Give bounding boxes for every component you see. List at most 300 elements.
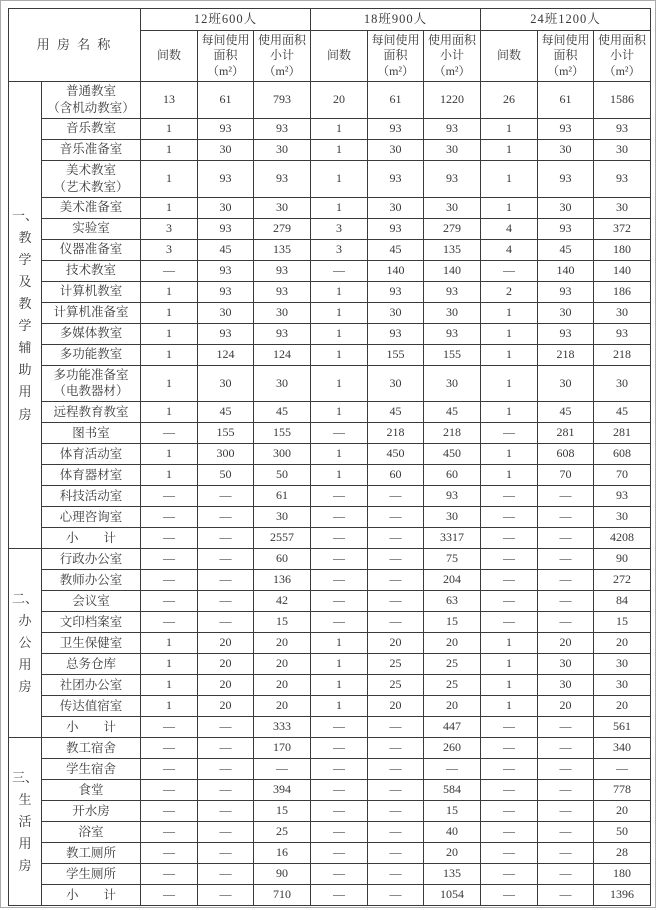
table-header (9, 9, 651, 82)
value-cell: 1 (481, 302, 538, 323)
value-cell: 3 (141, 218, 198, 239)
value-cell: — (481, 423, 538, 444)
room-name-cell (42, 218, 141, 239)
value-cell: — (311, 260, 368, 281)
section-label-line: 房 (18, 679, 32, 695)
value-cell: — (368, 801, 424, 822)
room-name-line: 音乐准备室 (59, 142, 123, 157)
value-cell: — (368, 570, 424, 591)
value-cell: — (481, 570, 538, 591)
value-cell: 28 (594, 843, 651, 864)
value-cell: 1 (311, 365, 368, 402)
value-cell: 1 (481, 675, 538, 696)
value-cell: 63 (424, 591, 481, 612)
table-row (9, 843, 651, 864)
value-cell: — (198, 759, 254, 780)
value-cell: 93 (198, 260, 254, 281)
value-cell: 1 (311, 118, 368, 139)
table-row (9, 612, 651, 633)
value-cell: — (481, 591, 538, 612)
value-cell: 30 (594, 675, 651, 696)
room-name-cell (42, 423, 141, 444)
subcolumn-header-line: 每间使用 (201, 32, 250, 47)
value-cell: — (368, 486, 424, 507)
room-name-cell (42, 591, 141, 612)
room-name-line: （含机动教室） (47, 100, 135, 115)
section-label-line: 三、 (11, 769, 38, 785)
value-cell: — (311, 570, 368, 591)
value-cell: 50 (198, 465, 254, 486)
table-row (9, 801, 651, 822)
value-cell: 93 (368, 281, 424, 302)
value-cell: — (198, 612, 254, 633)
value-cell: 30 (424, 507, 481, 528)
value-cell: — (368, 864, 424, 885)
room-name-cell (42, 465, 141, 486)
value-cell: 30 (594, 302, 651, 323)
room-name-cell (42, 281, 141, 302)
room-name-line: 教工厕所 (66, 845, 117, 860)
value-cell: 45 (538, 402, 594, 423)
table-row (9, 486, 651, 507)
value-cell: — (311, 738, 368, 759)
value-cell: — (311, 885, 368, 906)
value-cell: 155 (254, 423, 311, 444)
value-cell: 93 (368, 323, 424, 344)
subcolumn-header-line: 间数 (157, 48, 182, 63)
value-cell: — (481, 260, 538, 281)
subcolumn-header-cell (424, 31, 481, 82)
value-cell: 608 (594, 444, 651, 465)
value-cell: — (141, 780, 198, 801)
room-name-line: 多功能教室 (59, 347, 123, 362)
value-cell: — (141, 549, 198, 570)
table-row (9, 885, 651, 906)
subcolumn-header-line: （m²） (207, 63, 244, 78)
value-cell: — (481, 822, 538, 843)
value-cell: 60 (424, 465, 481, 486)
table-row (9, 160, 651, 197)
value-cell: 30 (198, 302, 254, 323)
value-cell: — (538, 738, 594, 759)
value-cell: 26 (481, 82, 538, 119)
value-cell: 30 (594, 365, 651, 402)
section-label-line: 教 (18, 296, 32, 312)
table-row (9, 507, 651, 528)
value-cell: — (368, 507, 424, 528)
room-name-cell (42, 344, 141, 365)
value-cell: 204 (424, 570, 481, 591)
value-cell: 93 (254, 118, 311, 139)
room-name-cell (42, 822, 141, 843)
room-name-cell (42, 486, 141, 507)
value-cell: — (198, 801, 254, 822)
table-row (9, 197, 651, 218)
value-cell: 25 (368, 675, 424, 696)
value-cell: — (481, 801, 538, 822)
table-row (9, 675, 651, 696)
value-cell: 1 (311, 465, 368, 486)
value-cell: 30 (538, 139, 594, 160)
value-cell: — (368, 528, 424, 549)
value-cell: — (368, 780, 424, 801)
value-cell: 1 (311, 302, 368, 323)
value-cell: 372 (594, 218, 651, 239)
table-body (9, 82, 651, 906)
subcolumn-header-line: 间数 (497, 48, 522, 63)
value-cell: 1 (141, 160, 198, 197)
section-label-line: 学 (18, 318, 32, 334)
value-cell: 20 (311, 82, 368, 119)
value-cell: 30 (198, 197, 254, 218)
value-cell: 135 (424, 239, 481, 260)
value-cell: 93 (424, 281, 481, 302)
value-cell: 15 (594, 612, 651, 633)
group-header-cell: 24班1200人 (481, 9, 651, 31)
room-name-cell (42, 717, 141, 738)
value-cell: — (538, 759, 594, 780)
value-cell: 124 (198, 344, 254, 365)
value-cell: — (311, 843, 368, 864)
value-cell: 20 (594, 801, 651, 822)
value-cell: 1 (481, 365, 538, 402)
room-name-line: 音乐教室 (66, 121, 117, 136)
table-row (9, 570, 651, 591)
value-cell: 1 (141, 118, 198, 139)
value-cell: 1 (481, 197, 538, 218)
header-group-row (9, 9, 651, 31)
value-cell: 1220 (424, 82, 481, 119)
subcolumn-header-line: 使用面积 (428, 32, 477, 47)
value-cell: — (481, 549, 538, 570)
value-cell: — (481, 738, 538, 759)
value-cell: 93 (424, 486, 481, 507)
value-cell: 1 (481, 118, 538, 139)
value-cell: — (141, 570, 198, 591)
value-cell: — (594, 759, 651, 780)
value-cell: 30 (594, 139, 651, 160)
value-cell: — (424, 759, 481, 780)
value-cell: 1 (311, 402, 368, 423)
room-name-cell (42, 759, 141, 780)
value-cell: — (368, 591, 424, 612)
value-cell: 281 (594, 423, 651, 444)
value-cell: 93 (594, 486, 651, 507)
value-cell: 30 (198, 139, 254, 160)
value-cell: — (311, 822, 368, 843)
room-name-cell (42, 654, 141, 675)
value-cell: — (198, 780, 254, 801)
room-name-cell (42, 260, 141, 281)
value-cell: 30 (254, 507, 311, 528)
value-cell: 450 (368, 444, 424, 465)
value-cell: 140 (424, 260, 481, 281)
value-cell: 30 (594, 654, 651, 675)
value-cell: 1 (311, 633, 368, 654)
value-cell: 1 (481, 160, 538, 197)
value-cell: 75 (424, 549, 481, 570)
subcolumn-header-line: 间数 (327, 48, 352, 63)
value-cell: 340 (594, 738, 651, 759)
value-cell: 93 (254, 260, 311, 281)
value-cell: 281 (538, 423, 594, 444)
room-name-line: 浴室 (78, 824, 104, 839)
value-cell: 394 (254, 780, 311, 801)
group-header-cell: 12班600人 (141, 9, 311, 31)
value-cell: 93 (538, 118, 594, 139)
value-cell: 30 (424, 365, 481, 402)
room-name-line: 学生宿舍 (66, 761, 117, 776)
subcolumn-header-cell (311, 31, 368, 82)
table-row (9, 654, 651, 675)
value-cell: 260 (424, 738, 481, 759)
value-cell: — (141, 591, 198, 612)
section-label-cell (9, 82, 42, 549)
section-label-line: 辅 (18, 340, 32, 356)
value-cell: 1 (481, 402, 538, 423)
value-cell: 1 (311, 160, 368, 197)
value-cell: 1 (141, 323, 198, 344)
value-cell: — (311, 591, 368, 612)
value-cell: 180 (594, 239, 651, 260)
corner-header-cell: 用 房 名 称 (9, 9, 141, 82)
room-name-cell (42, 696, 141, 717)
value-cell: 584 (424, 780, 481, 801)
value-cell: — (198, 507, 254, 528)
value-cell: 3 (141, 239, 198, 260)
value-cell: 93 (594, 323, 651, 344)
room-name-line: 文印档案室 (59, 614, 123, 629)
value-cell: 70 (538, 465, 594, 486)
room-name-cell (42, 118, 141, 139)
value-cell: 30 (254, 197, 311, 218)
value-cell: — (198, 864, 254, 885)
value-cell: — (538, 801, 594, 822)
value-cell: — (141, 843, 198, 864)
table-row (9, 402, 651, 423)
room-area-spec-table (8, 8, 651, 906)
value-cell: 135 (424, 864, 481, 885)
value-cell: 20 (198, 633, 254, 654)
value-cell: 218 (538, 344, 594, 365)
value-cell: — (198, 591, 254, 612)
room-name-cell (42, 864, 141, 885)
room-name-line: 小 计 (66, 530, 117, 545)
value-cell: — (481, 885, 538, 906)
value-cell: — (198, 570, 254, 591)
value-cell: 1 (481, 465, 538, 486)
value-cell: 30 (538, 654, 594, 675)
value-cell: 1 (311, 696, 368, 717)
value-cell: 218 (424, 423, 481, 444)
room-name-line: 卫生保健室 (59, 635, 123, 650)
table-row (9, 759, 651, 780)
value-cell: 4 (481, 218, 538, 239)
room-name-cell (42, 612, 141, 633)
subcolumn-header-line: （m²） (547, 63, 585, 78)
room-name-line: 教工宿舍 (66, 740, 117, 755)
value-cell: 30 (538, 365, 594, 402)
value-cell: — (538, 486, 594, 507)
room-name-line: 多媒体教室 (59, 326, 123, 341)
section-label-line: 学 (18, 251, 32, 267)
value-cell: 15 (254, 801, 311, 822)
value-cell: — (141, 260, 198, 281)
value-cell: 70 (594, 465, 651, 486)
value-cell: 15 (424, 612, 481, 633)
value-cell: — (254, 759, 311, 780)
section-label-line: 一、 (11, 207, 38, 223)
value-cell: 30 (594, 197, 651, 218)
subcolumn-header-line: （m²） (603, 63, 641, 78)
room-name-cell (42, 738, 141, 759)
value-cell: 30 (538, 675, 594, 696)
value-cell: 45 (368, 402, 424, 423)
value-cell: — (481, 843, 538, 864)
value-cell: 1 (141, 197, 198, 218)
value-cell: 155 (368, 344, 424, 365)
room-name-cell (42, 444, 141, 465)
value-cell: 25 (368, 654, 424, 675)
value-cell: 93 (424, 118, 481, 139)
value-cell: 1 (141, 344, 198, 365)
subcolumn-header-line: 面积 (383, 48, 408, 63)
value-cell: 30 (254, 365, 311, 402)
value-cell: 20 (254, 633, 311, 654)
room-name-line: 计算机准备室 (53, 305, 129, 320)
value-cell: — (481, 780, 538, 801)
table-row (9, 423, 651, 444)
value-cell: 93 (368, 118, 424, 139)
section-label-line: 用 (18, 384, 32, 400)
value-cell: — (141, 528, 198, 549)
room-name-line: 教师办公室 (59, 572, 123, 587)
value-cell: — (311, 507, 368, 528)
value-cell: 93 (424, 160, 481, 197)
room-name-cell (42, 507, 141, 528)
value-cell: 45 (198, 402, 254, 423)
value-cell: 1 (141, 654, 198, 675)
value-cell: 1 (481, 323, 538, 344)
value-cell: 1 (311, 344, 368, 365)
value-cell: — (198, 717, 254, 738)
value-cell: — (368, 549, 424, 570)
value-cell: 1 (141, 675, 198, 696)
value-cell: 25 (254, 822, 311, 843)
value-cell: — (311, 549, 368, 570)
value-cell: 279 (254, 218, 311, 239)
value-cell: 140 (368, 260, 424, 281)
section-label-line: 房 (18, 406, 32, 422)
room-name-line: 美术准备室 (59, 200, 123, 215)
table-row (9, 591, 651, 612)
value-cell: 333 (254, 717, 311, 738)
value-cell: 25 (424, 675, 481, 696)
value-cell: 16 (254, 843, 311, 864)
room-name-line: 开水房 (72, 803, 110, 818)
value-cell: 93 (538, 323, 594, 344)
section-label-line: 用 (18, 835, 32, 851)
table-row (9, 465, 651, 486)
table-row (9, 822, 651, 843)
value-cell: 140 (594, 260, 651, 281)
subcolumn-header-cell (198, 31, 254, 82)
subcolumn-header-line: （m²） (433, 63, 471, 78)
table-row (9, 696, 651, 717)
room-name-line: 远程教育教室 (53, 404, 129, 419)
value-cell: 140 (538, 260, 594, 281)
value-cell: 1 (481, 139, 538, 160)
room-name-cell (42, 885, 141, 906)
room-name-line: 体育器材室 (59, 467, 123, 482)
value-cell: — (368, 738, 424, 759)
value-cell: 42 (254, 591, 311, 612)
value-cell: 90 (254, 864, 311, 885)
value-cell: 45 (198, 239, 254, 260)
value-cell: 2557 (254, 528, 311, 549)
room-name-line: 小 计 (66, 719, 117, 734)
value-cell: 30 (368, 139, 424, 160)
value-cell: 93 (198, 118, 254, 139)
value-cell: 1054 (424, 885, 481, 906)
room-name-line: （电教器材） (53, 384, 129, 399)
table-row (9, 738, 651, 759)
value-cell: 1 (141, 633, 198, 654)
value-cell: — (198, 486, 254, 507)
table-row (9, 864, 651, 885)
room-name-line: 小 计 (66, 887, 117, 902)
value-cell: 40 (424, 822, 481, 843)
value-cell: — (198, 528, 254, 549)
room-name-cell (42, 160, 141, 197)
value-cell: 30 (254, 139, 311, 160)
value-cell: 180 (594, 864, 651, 885)
value-cell: 30 (368, 365, 424, 402)
value-cell: 61 (368, 82, 424, 119)
value-cell: 1 (481, 444, 538, 465)
subcolumn-header-cell (594, 31, 651, 82)
section-label-line: 助 (18, 362, 32, 378)
value-cell: 20 (254, 654, 311, 675)
value-cell: — (141, 801, 198, 822)
value-cell: 1 (481, 696, 538, 717)
subcolumn-header-line: （m²） (263, 63, 301, 78)
value-cell: 218 (368, 423, 424, 444)
value-cell: 30 (424, 197, 481, 218)
value-cell: — (311, 528, 368, 549)
value-cell: — (311, 801, 368, 822)
room-name-line: 多功能准备室 (53, 367, 129, 382)
value-cell: 4208 (594, 528, 651, 549)
value-cell: — (538, 528, 594, 549)
value-cell: 3 (311, 218, 368, 239)
room-name-cell (42, 570, 141, 591)
value-cell: 1 (141, 365, 198, 402)
value-cell: 20 (424, 633, 481, 654)
value-cell: 1 (141, 444, 198, 465)
value-cell: — (538, 717, 594, 738)
value-cell: 186 (594, 281, 651, 302)
subcolumn-header-line: 小计 (610, 48, 635, 63)
subcolumn-header-cell (538, 31, 594, 82)
value-cell: 61 (198, 82, 254, 119)
room-name-cell (42, 528, 141, 549)
table-row (9, 633, 651, 654)
table-row (9, 239, 651, 260)
value-cell: 93 (538, 281, 594, 302)
value-cell: 20 (198, 654, 254, 675)
value-cell: 93 (538, 160, 594, 197)
